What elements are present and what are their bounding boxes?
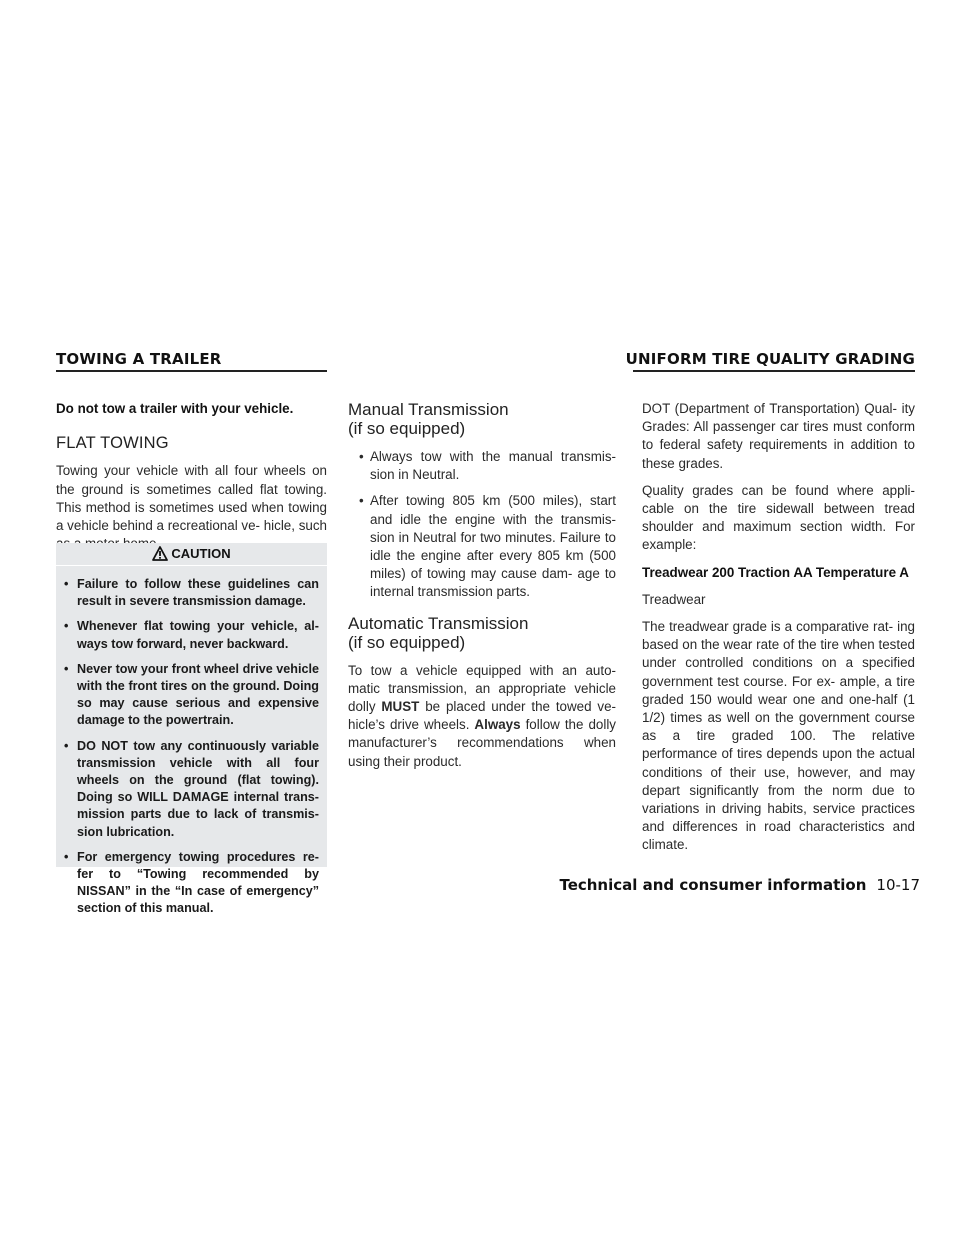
caution-item-text: DO NOT tow any continuously variable transmission vehicle with all four wheels on the ground (flat towing). Doing so WILL DAMAGE internal trans- mission parts due to lack of transmis- sion lubrication. bbox=[77, 738, 319, 839]
list-item bbox=[348, 492, 616, 601]
caution-item bbox=[62, 576, 319, 610]
automatic-transmission-heading bbox=[348, 614, 616, 652]
automatic-transmission-paragraph bbox=[348, 662, 616, 771]
list-item-text: Always tow with the manual transmis- sion in Neutral. bbox=[370, 449, 616, 483]
caution-item-text: For emergency towing procedures re- fer to “Towing recommended by NISSAN” in the “In case of emergency” section of this manual. bbox=[77, 849, 319, 916]
caution-item-text: Never tow your front wheel drive vehicle with the front tires on the ground. Doing so may cause serious and expensive damage to the powertrain. bbox=[77, 661, 319, 728]
caution-header bbox=[56, 543, 327, 565]
emphasis-always: Always bbox=[474, 717, 521, 733]
section-header-uniform-tire-quality-grading: UNIFORM TIRE QUALITY GRADING bbox=[625, 350, 915, 368]
automatic-transmission-subtitle: (if so equipped) bbox=[348, 632, 466, 652]
bullet: • bbox=[64, 738, 69, 753]
caution-item bbox=[62, 618, 319, 652]
emphasis-must: MUST bbox=[381, 699, 420, 715]
manual-transmission-list bbox=[348, 448, 616, 602]
treadwear-label: Treadwear bbox=[642, 591, 706, 607]
caution-item-text: Failure to follow these guidelines can result in severe transmission damage. bbox=[77, 577, 319, 609]
caution-item bbox=[62, 661, 319, 730]
page-footer bbox=[559, 876, 920, 894]
caution-item bbox=[62, 738, 319, 841]
footer-section-title: Technical and consumer information bbox=[559, 876, 867, 894]
manual-transmission-subtitle: (if so equipped) bbox=[348, 419, 466, 438]
bullet: • bbox=[64, 661, 69, 676]
flat-towing-heading: FLAT TOWING bbox=[56, 434, 169, 453]
column-1 bbox=[56, 400, 327, 562]
treadwear-paragraph: The treadwear grade is a comparative rat- ing based on the wear rate of the tire when tested under controlled conditions on a specified government test course. For ex- ample, a tire graded 150 would wear one and one-half (1 1/2) times as well on the government course as a tire graded 100. The relative performance of tires depends upon the actual conditions of their use, however, and may depart significantly from the norm due to variations in driving habits, service practices and differences in road characteristics and climate. bbox=[642, 619, 915, 853]
dot-quality-grades-paragraph: DOT (Department of Transportation) Qual- ity Grades: All passenger car tires must conform to federal safety requirements in addition to these grades. bbox=[642, 401, 915, 471]
caution-list bbox=[56, 576, 327, 918]
column-3 bbox=[642, 400, 915, 864]
caution-title: CAUTION bbox=[171, 546, 231, 561]
caution-box bbox=[56, 543, 327, 916]
text-run: To tow a vehicle equipped with an auto- matic transmission, an appropriate vehicle dolly bbox=[348, 662, 616, 715]
caution-item-text: Whenever flat towing your vehicle, al- ways tow forward, never backward. bbox=[77, 619, 319, 651]
grade-example: Treadwear 200 Traction AA Temperature A bbox=[642, 564, 909, 580]
caution-item bbox=[62, 849, 319, 918]
flat-towing-paragraph: Towing your vehicle with all four wheels on the ground is sometimes called flat towing. This method is sometimes used when towing a vehicle behind a recreational ve- hicle, such bbox=[56, 463, 327, 534]
no-trailer-warning: Do not tow a trailer with your vehicle. bbox=[56, 401, 294, 416]
bullet: • bbox=[359, 449, 364, 464]
bullet: • bbox=[64, 849, 69, 864]
section-header-towing-a-trailer: TOWING A TRAILER bbox=[56, 350, 222, 368]
automatic-transmission-title: Automatic Transmission bbox=[348, 613, 529, 633]
grade-location-paragraph: Quality grades can be found where appli- cable on the tire sidewall between tread shoulder and maximum section width. For example: bbox=[642, 482, 915, 553]
bullet: • bbox=[64, 577, 69, 591]
column-2 bbox=[348, 400, 616, 780]
text-run: be placed under the towed ve- hicle’s drive wheels. bbox=[348, 699, 617, 733]
list-item-text: After towing 805 km (500 miles), start and idle the engine with the transmis- sion in Neutral for two minutes. Failure to idle the engine after every 805 km (500 miles) of towing may cause dam- age to internal transmission parts. bbox=[370, 493, 616, 600]
manual-transmission-heading bbox=[348, 400, 616, 438]
bullet: • bbox=[64, 619, 69, 634]
list-item bbox=[348, 448, 616, 484]
page-number: 10-17 bbox=[876, 876, 920, 894]
caution-divider bbox=[56, 565, 327, 566]
warning-triangle-icon bbox=[152, 546, 168, 568]
manual-transmission-title: Manual Transmission bbox=[348, 400, 509, 419]
section-rule-left bbox=[56, 370, 327, 372]
bullet: • bbox=[359, 493, 364, 509]
text-run: follow the dolly manufacturer’s recommendations when using their product. bbox=[348, 717, 616, 769]
section-rule-right bbox=[633, 370, 915, 372]
